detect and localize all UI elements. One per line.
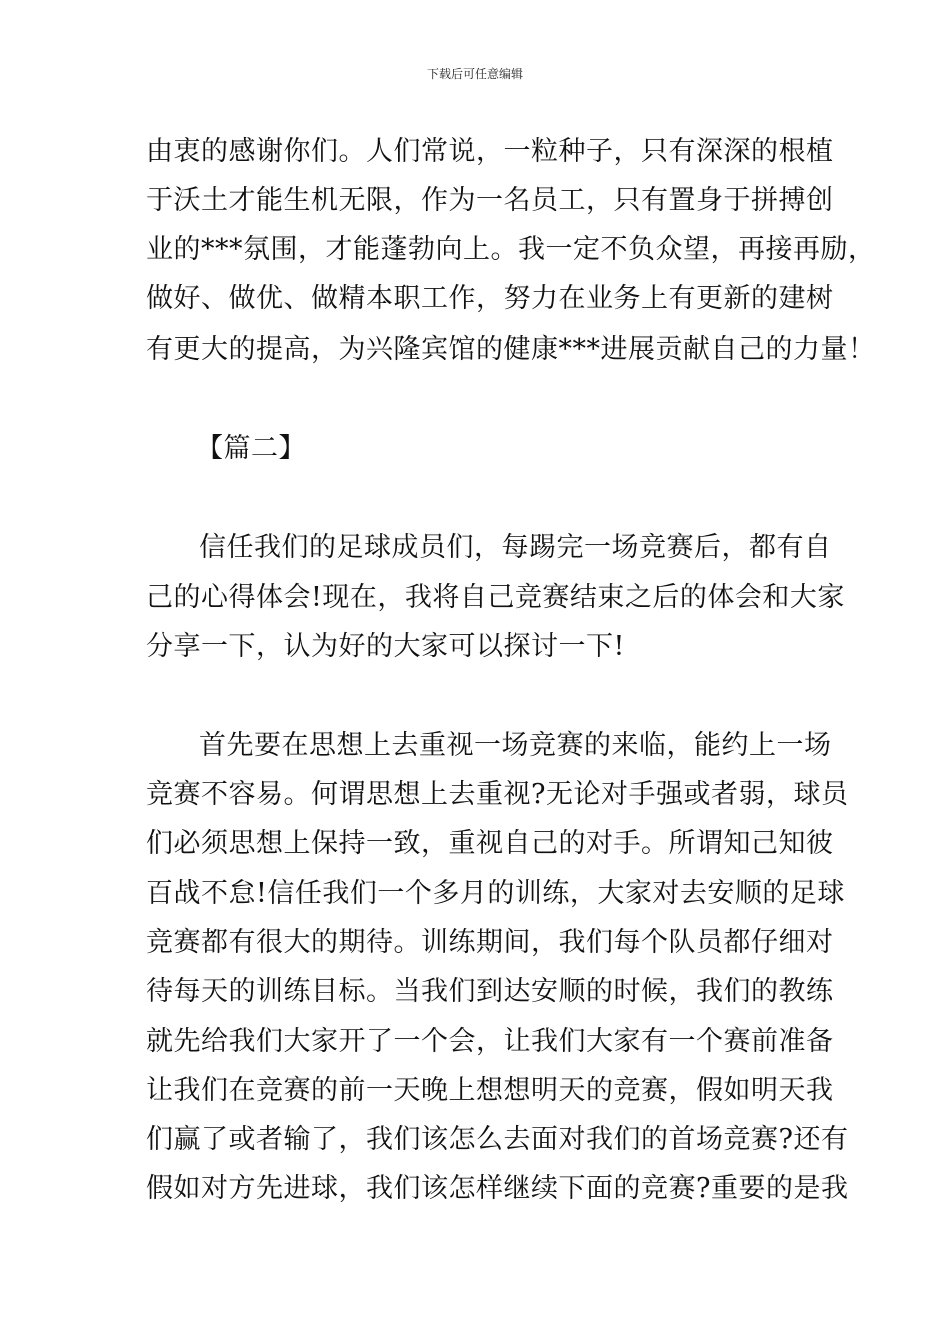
text-line: 分享一下，认为好的大家可以探讨一下! xyxy=(146,631,625,662)
text-line: 就先给我们大家开了一个会，让我们大家有一个赛前准备 xyxy=(146,1026,834,1057)
text-line: 竞赛都有很大的期待。训练期间，我们每个队员都仔细对 xyxy=(146,927,834,958)
text-line: 竞赛不容易。何谓思想上去重视?无论对手强或者弱，球员 xyxy=(146,779,849,810)
page-header-note: 下载后可任意编辑 xyxy=(426,67,523,81)
text-line: 于沃土才能生机无限，作为一名员工，只有置身于拼搏创 xyxy=(146,185,834,216)
text-line: 百战不怠!信任我们一个多月的训练，大家对去安顺的足球 xyxy=(146,878,845,909)
text-line: 信任我们的足球成员们，每踢完一场竞赛后，都有自 xyxy=(199,532,832,563)
text-line: 们赢了或者输了，我们该怎么去面对我们的首场竞赛?还有 xyxy=(146,1124,849,1155)
text-line: 首先要在思想上去重视一场竞赛的来临，能约上一场 xyxy=(199,730,832,761)
section-heading: 【篇二】 xyxy=(196,433,306,464)
text-line: 己的心得体会!现在，我将自己竞赛结束之后的体会和大家 xyxy=(146,582,845,613)
text-line: 业的***氛围，才能蓬勃向上。我一定不负众望，再接再励， xyxy=(146,234,876,265)
text-line: 由衷的感谢你们。人们常说，一粒种子，只有深深的根植 xyxy=(146,136,834,167)
text-line: 做好、做优、做精本职工作，努力在业务上有更新的建树 xyxy=(146,283,834,314)
text-line: 有更大的提高，为兴隆宾馆的健康***进展贡献自己的力量！ xyxy=(146,334,876,365)
text-line: 们必须思想上保持一致，重视自己的对手。所谓知己知彼 xyxy=(146,828,834,859)
text-line: 让我们在竞赛的前一天晚上想想明天的竞赛，假如明天我 xyxy=(146,1075,834,1106)
text-line: 待每天的训练目标。当我们到达安顺的时候，我们的教练 xyxy=(146,976,834,1007)
text-line: 假如对方先进球，我们该怎样继续下面的竞赛?重要的是我 xyxy=(146,1173,849,1204)
